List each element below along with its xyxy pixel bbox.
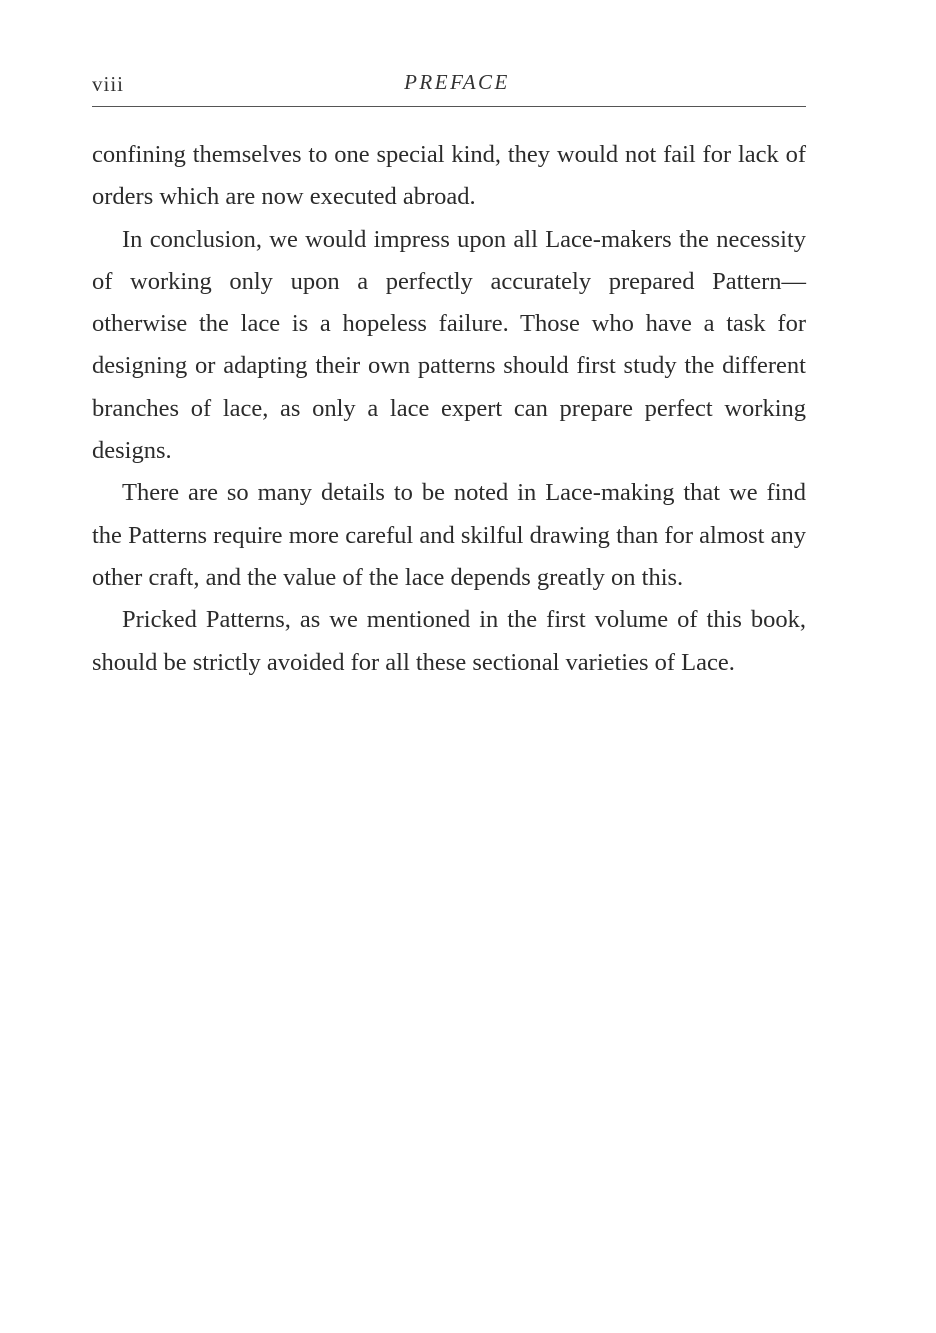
- paragraph: In conclusion, we would impress upon all Lace-makers the necessity of working only upon a perfectly accurately prepared Pattern—otherwise the lace is a hopeless failure. Those who have a task for designing or adapting their own patterns should first study the different branches of lace, as only a lace expert can prepare perfect working designs.: [92, 225, 806, 465]
- paragraph: There are so many details to be noted in Lace-making that we find the Patterns require more careful and skilful drawing than for almost any other craft, and the value of the lace depends greatly on this.: [92, 479, 806, 591]
- running-title: PREFACE: [404, 70, 510, 94]
- body-text: [92, 134, 806, 684]
- paragraph: Pricked Patterns, as we mentioned in the first volume of this book, should be strictly avoided for all these sectional varieties of Lace.: [92, 606, 806, 676]
- running-head: [92, 70, 806, 100]
- paragraph-continued: confining themselves to one special kind, they would not fail for lack of orders which are now executed abroad.: [92, 141, 806, 211]
- page-number: viii: [92, 72, 125, 96]
- header-rule: [92, 106, 806, 107]
